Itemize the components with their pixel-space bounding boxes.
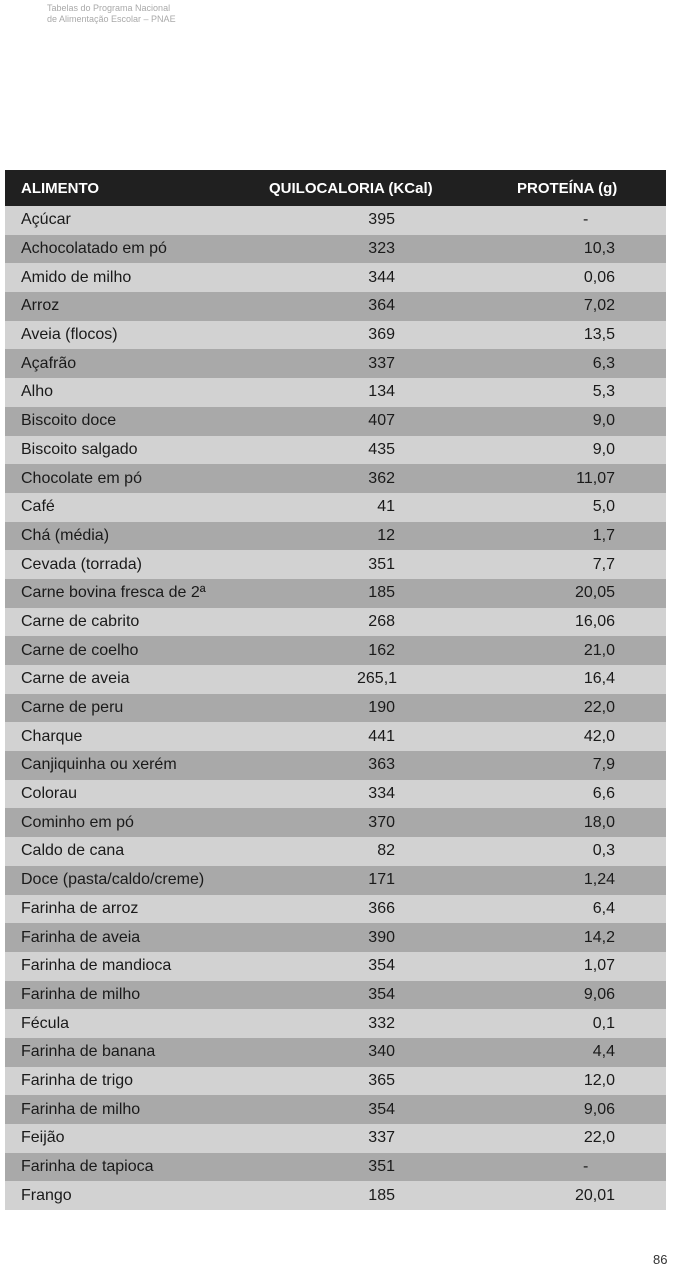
cell-quilocaloria: 344: [368, 268, 395, 286]
table-row: [5, 292, 666, 321]
cell-proteina: 4,4: [592, 1043, 615, 1061]
cell-proteina: 9,0: [592, 440, 615, 458]
cell-proteina: 11,07: [576, 469, 615, 487]
cell-proteina: 16,06: [574, 612, 615, 630]
cell-proteina: 13,5: [583, 326, 615, 344]
table-row: [5, 263, 666, 292]
cell-proteina: 10,3: [583, 240, 615, 258]
cell-alimento: Chocolate em pó: [21, 469, 142, 487]
table-row: [5, 464, 666, 493]
cell-alimento: Doce (pasta/caldo/creme): [21, 871, 205, 889]
cell-quilocaloria: 435: [368, 440, 395, 458]
table-row: [5, 981, 666, 1010]
cell-quilocaloria: 370: [368, 813, 395, 831]
table-row: [5, 808, 666, 837]
cell-quilocaloria: 334: [368, 785, 395, 803]
table-row: [5, 923, 666, 952]
table-row: [5, 1181, 666, 1210]
cell-alimento: Biscoito doce: [21, 412, 117, 430]
cell-alimento: Caldo de cana: [21, 842, 125, 860]
table-row: [5, 780, 666, 809]
cell-quilocaloria: 268: [368, 612, 395, 630]
cell-quilocaloria: 366: [368, 899, 395, 917]
cell-quilocaloria: 332: [368, 1014, 395, 1032]
cell-alimento: Biscoito salgado: [21, 440, 138, 458]
running-header-line-1: Tabelas do Programa Nacional: [47, 3, 171, 13]
table-row: [5, 378, 666, 407]
cell-alimento: Carne bovina fresca de 2ª: [21, 584, 206, 602]
cell-alimento: Farinha de banana: [21, 1043, 156, 1061]
cell-alimento: Achocolatado em pó: [21, 240, 167, 258]
table-row: [5, 1153, 666, 1182]
cell-alimento: Carne de aveia: [21, 670, 130, 688]
cell-alimento: Alho: [21, 383, 54, 401]
table-row: [5, 579, 666, 608]
cell-alimento: Carne de coelho: [21, 641, 139, 659]
cell-quilocaloria: 265,1: [357, 670, 398, 688]
cell-proteina: 9,06: [583, 1100, 615, 1118]
table-row: [5, 665, 666, 694]
cell-alimento: Colorau: [21, 785, 78, 803]
table-row: [5, 349, 666, 378]
table-row: [5, 1095, 666, 1124]
table-row: [5, 522, 666, 551]
table-row: [5, 407, 666, 436]
cell-quilocaloria: 190: [368, 699, 395, 717]
cell-alimento: Farinha de milho: [21, 1100, 141, 1118]
cell-proteina: 18,0: [583, 813, 615, 831]
cell-proteina: 0,3: [592, 842, 615, 860]
cell-quilocaloria: 340: [368, 1043, 395, 1061]
cell-quilocaloria: 351: [368, 555, 395, 573]
cell-alimento: Farinha de mandioca: [21, 957, 172, 975]
cell-proteina: 0,1: [592, 1014, 615, 1032]
cell-quilocaloria: 323: [368, 240, 395, 258]
cell-alimento: Carne de cabrito: [21, 612, 140, 630]
cell-quilocaloria: 337: [368, 354, 395, 372]
table-row: [5, 895, 666, 924]
cell-alimento: Frango: [21, 1186, 72, 1204]
cell-quilocaloria: 354: [368, 985, 395, 1003]
cell-alimento: Açúcar: [21, 211, 71, 229]
cell-alimento: Charque: [21, 727, 83, 745]
cell-proteina: 7,7: [592, 555, 615, 573]
table-row: [5, 866, 666, 895]
cell-proteina: 16,4: [583, 670, 615, 688]
nutrition-table: [5, 170, 666, 1210]
cell-proteina: 7,9: [592, 756, 615, 774]
table-row: [5, 235, 666, 264]
cell-proteina: 5,0: [592, 498, 615, 516]
cell-quilocaloria: 365: [368, 1071, 395, 1089]
column-header-alimento: ALIMENTO: [21, 179, 100, 197]
cell-proteina: 6,6: [592, 785, 615, 803]
cell-proteina: 7,02: [583, 297, 615, 315]
cell-quilocaloria: 337: [368, 1129, 395, 1147]
cell-proteina: 9,06: [583, 985, 615, 1003]
cell-proteina: 0,06: [583, 268, 615, 286]
table-row: [5, 608, 666, 637]
table-row: [5, 694, 666, 723]
table-row: [5, 321, 666, 350]
cell-alimento: Feijão: [21, 1129, 65, 1147]
cell-proteina: 6,4: [592, 899, 615, 917]
cell-proteina: 22,0: [583, 699, 615, 717]
cell-alimento: Arroz: [21, 297, 60, 315]
cell-alimento: Canjiquinha ou xerém: [21, 756, 177, 774]
cell-alimento: Cevada (torrada): [21, 555, 142, 573]
cell-proteina: 6,3: [592, 354, 615, 372]
cell-proteina: 1,07: [583, 957, 615, 975]
cell-alimento: Farinha de milho: [21, 985, 141, 1003]
column-header-quilocaloria: QUILOCALORIA (KCal): [269, 179, 433, 197]
table-row: [5, 436, 666, 465]
cell-quilocaloria: 395: [368, 211, 395, 229]
cell-alimento: Farinha de aveia: [21, 928, 141, 946]
cell-proteina: 14,2: [583, 928, 615, 946]
cell-quilocaloria: 441: [368, 727, 395, 745]
cell-proteina: 1,24: [583, 871, 615, 889]
page-number: 86: [653, 1252, 668, 1267]
table-row: [5, 1009, 666, 1038]
cell-alimento: Chá (média): [21, 526, 110, 544]
cell-proteina: -: [583, 1158, 589, 1176]
running-header: [47, 3, 176, 25]
cell-quilocaloria: 185: [368, 584, 395, 602]
table-body: [5, 206, 666, 1210]
cell-quilocaloria: 82: [377, 842, 395, 860]
table-row: [5, 1067, 666, 1096]
cell-quilocaloria: 41: [377, 498, 395, 516]
cell-alimento: Farinha de tapioca: [21, 1158, 154, 1176]
cell-quilocaloria: 369: [368, 326, 395, 344]
cell-alimento: Cominho em pó: [21, 813, 134, 831]
cell-quilocaloria: 362: [368, 469, 395, 487]
cell-proteina: 42,0: [583, 727, 615, 745]
cell-alimento: Café: [21, 498, 55, 516]
cell-proteina: 12,0: [583, 1071, 615, 1089]
cell-quilocaloria: 171: [368, 871, 395, 889]
cell-quilocaloria: 354: [368, 1100, 395, 1118]
cell-alimento: Fécula: [21, 1014, 70, 1032]
cell-proteina: 22,0: [583, 1129, 615, 1147]
cell-quilocaloria: 162: [368, 641, 395, 659]
cell-proteina: 1,7: [592, 526, 615, 544]
cell-quilocaloria: 364: [368, 297, 395, 315]
cell-proteina: 5,3: [592, 383, 615, 401]
table-row: [5, 1124, 666, 1153]
table-row: [5, 636, 666, 665]
cell-alimento: Carne de peru: [21, 699, 124, 717]
cell-alimento: Aveia (flocos): [21, 326, 118, 344]
running-header-line-2: de Alimentação Escolar – PNAE: [47, 14, 176, 24]
cell-alimento: Farinha de arroz: [21, 899, 139, 917]
table-row: [5, 206, 666, 235]
cell-proteina: 21,0: [583, 641, 615, 659]
cell-quilocaloria: 12: [377, 526, 395, 544]
table-row: [5, 493, 666, 522]
cell-quilocaloria: 407: [368, 412, 395, 430]
table-header-row: [5, 170, 666, 206]
cell-proteina: 20,01: [574, 1186, 615, 1204]
cell-quilocaloria: 351: [368, 1158, 395, 1176]
cell-quilocaloria: 354: [368, 957, 395, 975]
cell-proteina: -: [583, 211, 589, 229]
table-row: [5, 952, 666, 981]
table-row: [5, 550, 666, 579]
cell-quilocaloria: 185: [368, 1186, 395, 1204]
cell-quilocaloria: 363: [368, 756, 395, 774]
cell-alimento: Amido de milho: [21, 268, 132, 286]
cell-quilocaloria: 390: [368, 928, 395, 946]
table-row: [5, 1038, 666, 1067]
cell-alimento: Farinha de trigo: [21, 1071, 134, 1089]
cell-proteina: 20,05: [574, 584, 615, 602]
cell-quilocaloria: 134: [368, 383, 395, 401]
table-row: [5, 837, 666, 866]
cell-alimento: Açafrão: [21, 354, 77, 372]
column-header-proteina: PROTEÍNA (g): [517, 179, 618, 197]
cell-proteina: 9,0: [592, 412, 615, 430]
table-row: [5, 751, 666, 780]
table-row: [5, 722, 666, 751]
